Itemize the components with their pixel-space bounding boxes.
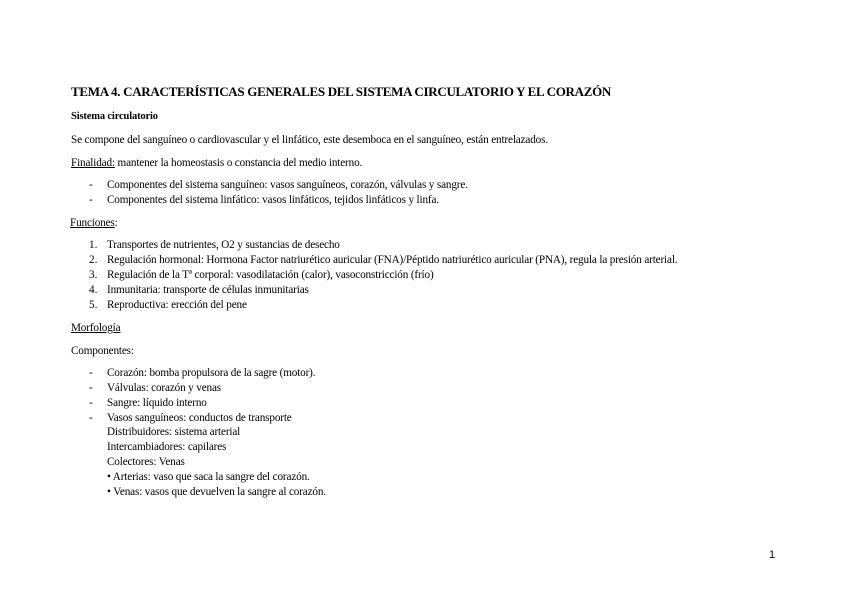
list-marker: - (89, 397, 93, 409)
page-number: 1 (769, 549, 776, 561)
sublist-line: Intercambiadores: capilares (107, 441, 227, 453)
list-number: 2. (89, 254, 98, 266)
list-number: 4. (89, 284, 98, 296)
finalidad-paragraph (71, 156, 362, 170)
list-item-text: Inmunitaria: transporte de células inmunitarias (107, 284, 309, 296)
list-item-text: Componentes del sistema linfático: vasos linfáticos, tejidos linfáticos y linfa. (107, 194, 439, 206)
sublist-line: Distribuidores: sistema arterial (107, 426, 241, 438)
document-title: TEMA 4. CARACTERÍSTICAS GENERALES DEL SISTEMA CIRCULATORIO Y EL CORAZÓN (71, 84, 611, 99)
list-marker: - (89, 367, 93, 379)
list-item-text: Regulación de la Tª corporal: vasodilatación (calor), vasoconstricción (frío) (107, 269, 434, 281)
funciones-label: Funciones (70, 217, 115, 229)
intro-paragraph: Se compone del sanguíneo o cardiovascular y el linfático, este desemboca en el sanguíneo, están entrelazados. (71, 134, 548, 146)
list-item-text: Corazón: bomba propulsora de la sagre (motor). (107, 367, 316, 379)
list-item-text: Reproductiva: erección del pene (107, 299, 247, 311)
morfologia-heading: Morfología (71, 322, 121, 334)
list-item-text: Vasos sanguíneos: conductos de transporte (107, 412, 292, 424)
finalidad-text: mantener la homeostasis o constancia del medio interno. (114, 157, 363, 169)
list-item-text: Componentes del sistema sanguíneo: vasos sanguíneos, corazón, válvulas y sangre. (107, 179, 468, 191)
list-marker: - (89, 382, 93, 394)
list-item-text: Sangre: líquido interno (107, 397, 207, 409)
list-number: 1. (89, 239, 98, 251)
funciones-heading (70, 216, 118, 230)
list-marker: - (89, 194, 93, 206)
list-item-text: Válvulas: corazón y venas (107, 382, 221, 394)
list-marker: - (89, 179, 93, 191)
finalidad-label: Finalidad: (71, 157, 115, 169)
list-item-text: Transportes de nutrientes, O2 y sustancias de desecho (107, 239, 340, 251)
list-item-text: Regulación hormonal: Hormona Factor natriurético auricular (FNA)/Péptido natriurético auricular (PNA), regula la presión arterial. (107, 254, 678, 266)
sublist-line: • Arterias: vaso que saca la sangre del corazón. (107, 471, 310, 483)
list-number: 5. (89, 299, 98, 311)
sublist-line: Colectores: Venas (107, 456, 185, 468)
list-marker: - (89, 412, 93, 424)
list-number: 3. (89, 269, 98, 281)
section-heading: Sistema circulatorio (71, 111, 158, 122)
funciones-suffix: : (114, 217, 118, 229)
componentes-label: Componentes: (71, 345, 134, 357)
sublist-line: • Venas: vasos que devuelven la sangre al corazón. (107, 486, 326, 498)
